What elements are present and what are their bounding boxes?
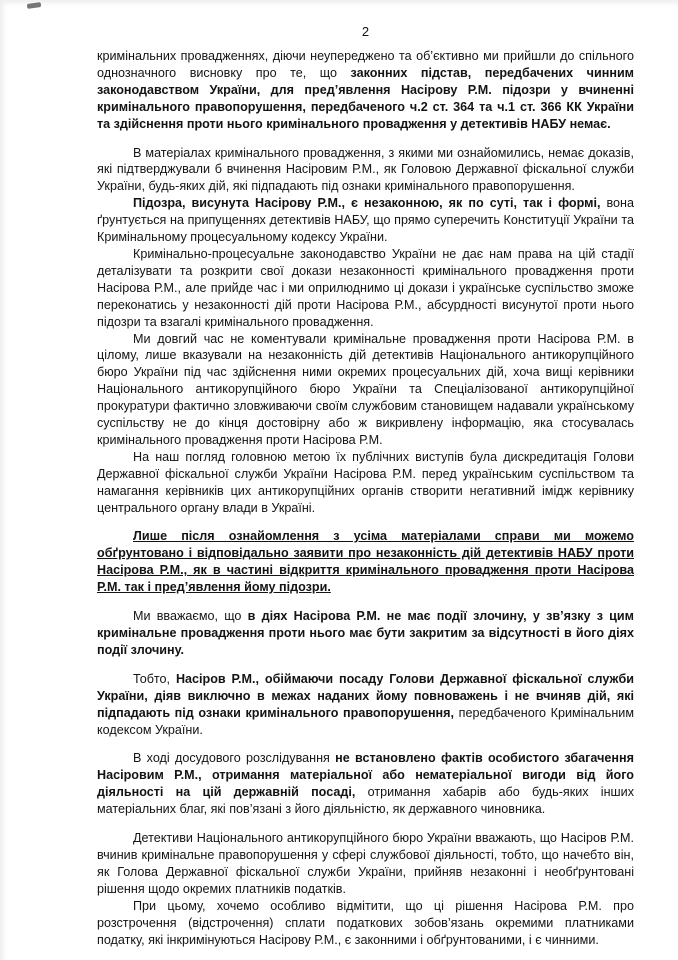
emphasis-text-run: Лише після ознайомлення з усіма матеріалами справи ми можемо обґрунтовано і відповідально заявити про незаконність дій детективів НАБУ проти Насірова Р.М., як в частині відкриття кримінального провадження проти Насірова Р.М. так і пред’явлення йому підозри. (97, 529, 634, 595)
text-run: кримінальних провадженнях, діючи неупереджено та об’єктивно ми прийшли до спільного однозначного висновку про те, що (97, 49, 634, 80)
paragraph (97, 608, 634, 659)
text-run: На наш погляд головною метою їх публічних виступів була дискредитація Голови Державної фіскальної служби України Насірова Р.М. перед українським суспільством та намагання керівників цих антикорупційних органів створити негативний імідж керівнику центрального органу влади в Україні. (97, 449, 634, 515)
text-run: вона ґрунтується на припущеннях детективів НАБУ, що прямо суперечить Конституції України та Кримінальному процесуальному кодексу України. (97, 196, 634, 245)
text-run: Тобто, (133, 671, 176, 686)
paragraph (97, 449, 634, 517)
document-body (97, 48, 634, 948)
paragraph (97, 528, 634, 596)
text-run: отримання хабарів або будь-яких інших матеріальних благ, які пов’язані з його діяльністю, як державного чиновника. (97, 785, 634, 817)
text-run: Ми довгий час не коментували кримінальне провадження проти Насірова Р.М. в цілому, лише вказували на незаконність дій детективів Національного антикорупційного бюро України під час здійснення ними окремих процесуальних дій, хоча вищі керівники Національного антикорупційного бюро України та Спеціалізованої антикорупційної прокуратури фактично зловживаючи своїм службовим становищем надавали українському суспільству не до кінця достовірну або ж викривлену інформацію, яка стосувалась кримінального провадження проти Насірова Р.М. (97, 331, 634, 447)
text-run: Ми вважаємо, що (133, 609, 248, 624)
paragraph (97, 145, 634, 196)
emphasis-text-run: законних підстав, передбачених чинним законодавством України, для пред’явлення Насірову Р.М. підозри у вчиненні кримінального правопорушення, передбаченого ч.2 ст. 364 та ч.1 ст. 366 КК України та здійснення проти нього кримінального провадження у детективів НАБУ немає. (97, 65, 634, 131)
text-run: передбаченого Кримінальним кодексом України. (97, 705, 634, 737)
paragraph (97, 195, 634, 246)
paragraph (97, 48, 634, 133)
text-run: Кримінально-процесуальне законодавство України не дає нам права на цій стадії деталізувати та розкрити свої докази незаконності кримінального провадження проти Насірова Р.М., але прийде час і ми оприлюднимо ці докази і українське суспільство зможе переконатись у незаконності дій проти Насірова Р.М., абсурдності висунутої проти нього підозри та взагалі кримінального провадження. (97, 246, 634, 329)
text-run: При цьому, хочемо особливо відмітити, що ці рішення Насірова Р.М. про розстрочення (відстрочення) сплати податкових зобов’язань окремими платниками податку, які інкримінуються Насірову Р.М., є законними і обґрунтованими, і є чинними. (97, 898, 634, 947)
paragraph (97, 331, 634, 449)
text-run: Детективи Національного антикорупційного бюро України вважають, що Насіров Р.М. вчинив кримінальне правопорушення у сфері службової діяльності, тобто, що начебто він, як Голова Державної фіскальної служби України, прийняв незаконні і необґрунтовані рішення щодо окремих платників податків. (97, 831, 634, 896)
paragraph (97, 750, 634, 818)
text-run: В ході досудового розслідування (133, 751, 336, 766)
paragraph (97, 830, 634, 898)
emphasis-text-run: не встановлено фактів особистого збагачення Насіровим Р.М., отримання матеріальної або нематеріальної вигоди від його діяльності на цій державній посаді, (97, 751, 634, 800)
paragraph (97, 246, 634, 331)
emphasis-text-run: в діях Насірова Р.М. не має події злочину, у зв’язку з цим кримінальне провадження проти нього має бути закритим за відсутності в його діях події злочину. (97, 609, 634, 657)
emphasis-text-run: Насіров Р.М., обіймаючи посаду Голови Державної фіскальної служби України, діяв виключно в межах наданих йому повноважень і не вчиняв дій, які підпадають під ознаки кримінального правопорушення, (97, 671, 634, 720)
paragraph (97, 671, 634, 739)
text-run: В матеріалах кримінального провадження, з якими ми ознайомились, немає доказів, які підтверджували б вчинення Насіровим Р.М., як Головою Державної фіскальної служби України, будь-яких дій, які підпадають під ознаки кримінального правопорушення. (97, 145, 634, 194)
scan-artifact (27, 2, 42, 9)
paragraph (97, 898, 634, 949)
page-number: 2 (361, 24, 370, 39)
emphasis-text-run: Підозра, висунута Насірову Р.М., є незаконною, як по суті, так і формі, (133, 196, 607, 211)
